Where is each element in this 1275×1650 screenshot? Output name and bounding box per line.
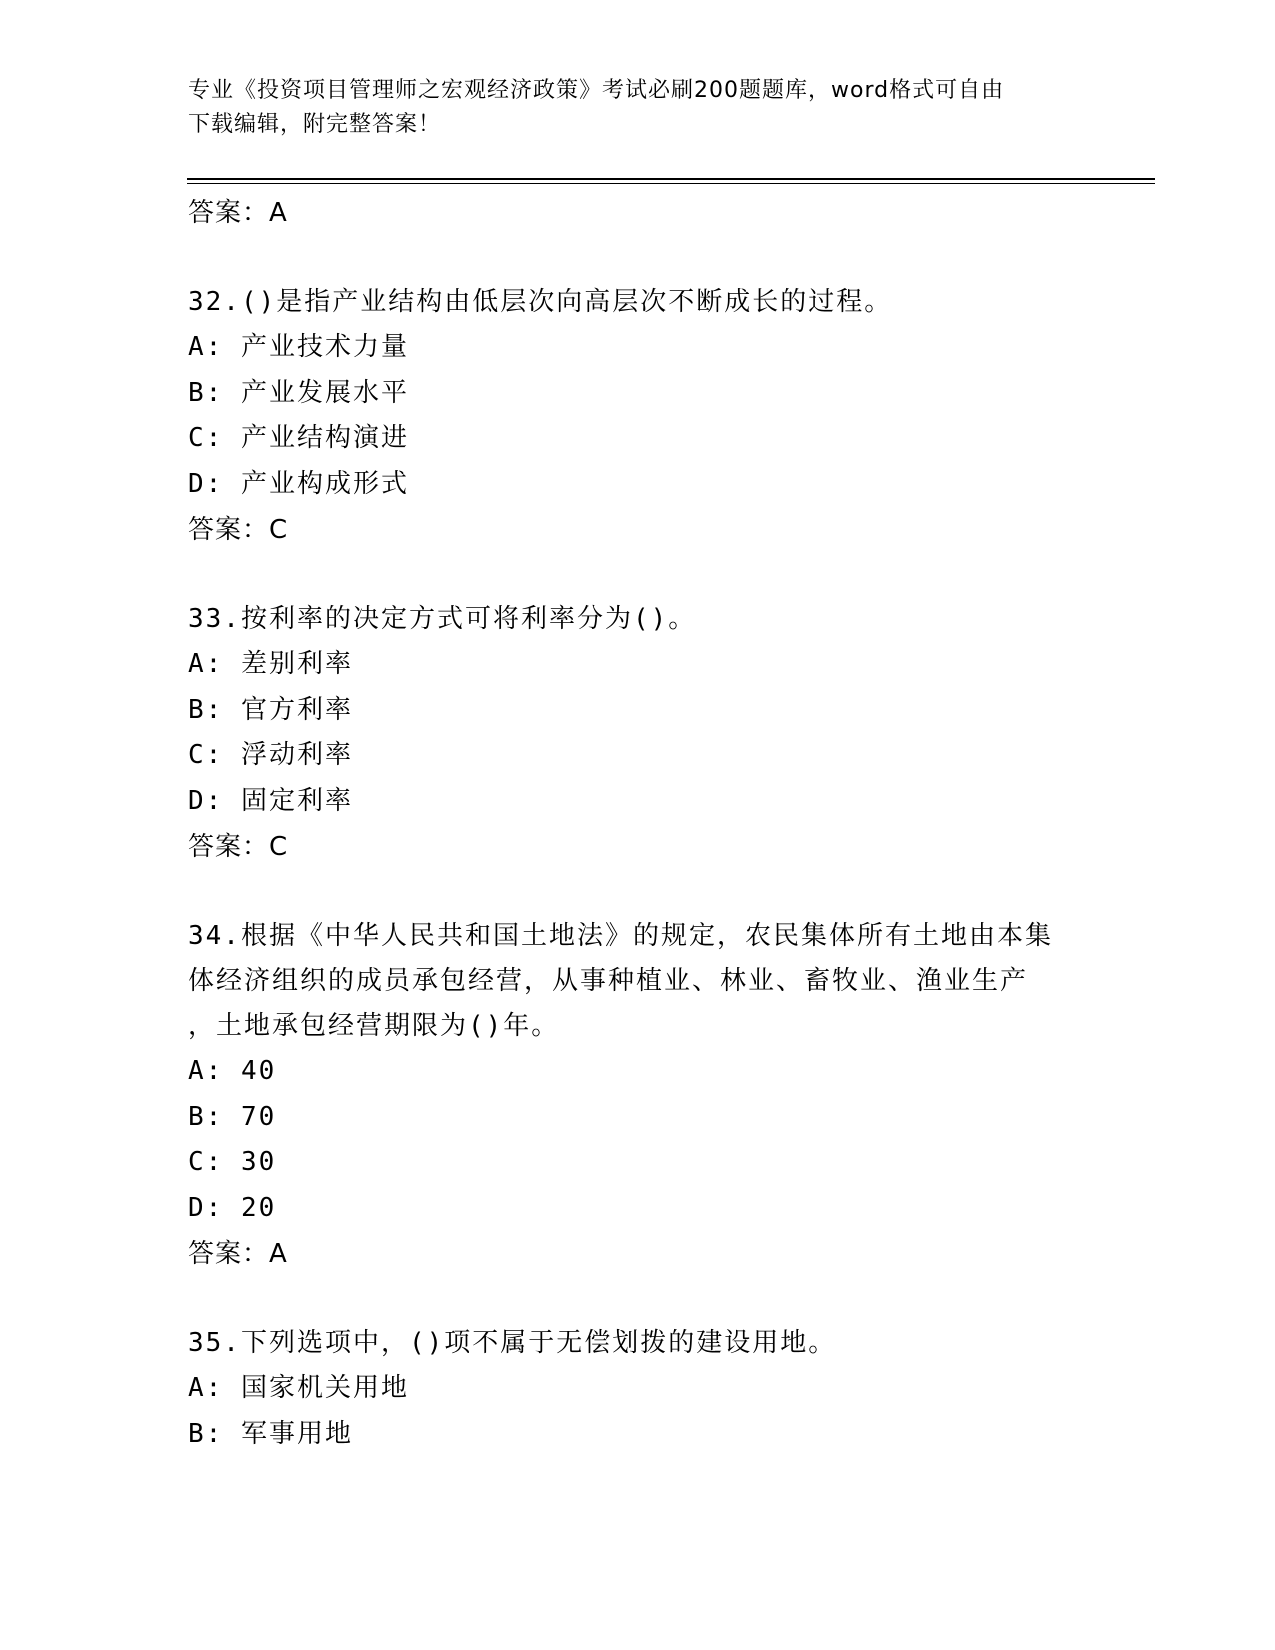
- question-stem: 32.()是指产业结构由低层次向高层次不断成长的过程。: [188, 287, 893, 317]
- question-stem-line-2: 体经济组织的成员承包经营，从事种植业、林业、畜牧业、渔业生产: [188, 966, 1029, 996]
- question-stem: 35.下列选项中，()项不属于无偿划拨的建设用地。: [188, 1328, 837, 1358]
- option-d: D: 产业构成形式: [188, 468, 409, 499]
- option-c: C: 浮动利率: [188, 740, 353, 770]
- option-a: A: 产业技术力量: [188, 332, 409, 362]
- document-body: [188, 190, 1088, 1457]
- question-35: [188, 1321, 1088, 1457]
- question-34: [188, 914, 1088, 1277]
- option-d: D: 20: [188, 1192, 277, 1223]
- answer-line: 答案：A: [188, 1239, 288, 1269]
- document-header: [188, 74, 1068, 142]
- option-c: C: 产业结构演进: [188, 423, 409, 453]
- answer-line: 答案：C: [188, 832, 289, 862]
- question-stem: [188, 914, 1088, 1049]
- option-b: B: 军事用地: [188, 1418, 353, 1449]
- option-a: A: 差别利率: [188, 649, 353, 679]
- question-stem-line-3: ，土地承包经营期限为()年。: [188, 1011, 560, 1041]
- option-b: B: 70: [188, 1101, 277, 1132]
- header-line-2: 下载编辑，附完整答案！: [188, 112, 442, 137]
- option-a: A: 国家机关用地: [188, 1373, 409, 1403]
- option-c: C: 30: [188, 1147, 277, 1177]
- header-divider-thick: [187, 178, 1155, 180]
- question-32: [188, 280, 1088, 553]
- option-b: B: 官方利率: [188, 694, 353, 725]
- question-stem: 33.按利率的决定方式可将利率分为()。: [188, 604, 697, 634]
- question-stem-line-1: 34.根据《中华人民共和国土地法》的规定，农民集体所有土地由本集: [188, 921, 1053, 951]
- question-33: [188, 597, 1088, 870]
- option-b: B: 产业发展水平: [188, 377, 409, 408]
- option-d: D: 固定利率: [188, 785, 353, 816]
- answer-line: 答案：A: [188, 198, 288, 228]
- header-line-1: 专业《投资项目管理师之宏观经济政策》考试必刷200题题库，word格式可自由: [188, 78, 1005, 103]
- header-divider-thin: [187, 183, 1155, 184]
- answer-line: 答案：C: [188, 515, 289, 545]
- option-a: A: 40: [188, 1056, 277, 1086]
